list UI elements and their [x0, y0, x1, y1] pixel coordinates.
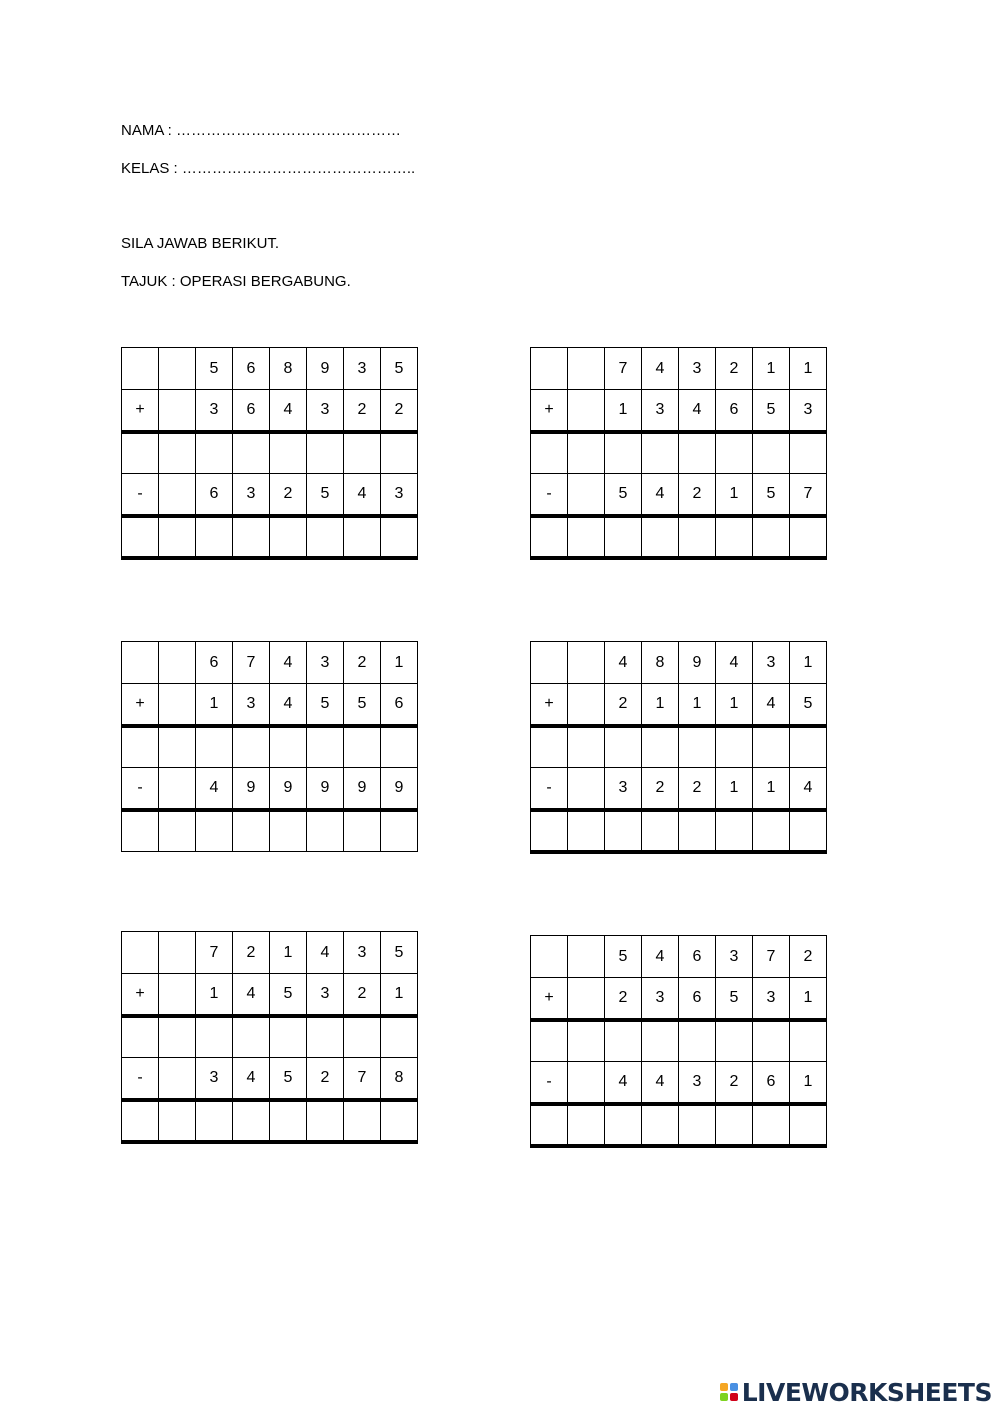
digit-cell: 4 [605, 1062, 642, 1104]
digit-cell: 2 [605, 684, 642, 726]
answer-cell[interactable] [679, 516, 716, 558]
blank-cell [568, 978, 605, 1020]
answer-cell[interactable] [233, 516, 270, 558]
answer-cell[interactable] [381, 1016, 418, 1058]
digit-cell: 1 [381, 642, 418, 684]
row-top-number [122, 348, 418, 390]
digit-cell: 1 [196, 974, 233, 1016]
answer-cell[interactable] [270, 1100, 307, 1142]
operator-cell: - [531, 1062, 568, 1104]
digit-cell: 2 [307, 1058, 344, 1100]
digit-cell: 6 [753, 1062, 790, 1104]
answer-cell[interactable] [159, 516, 196, 558]
answer-cell[interactable] [233, 726, 270, 768]
digit-cell: 6 [679, 978, 716, 1020]
row-top-number [531, 642, 827, 684]
answer-cell[interactable] [270, 810, 307, 852]
answer-cell[interactable] [159, 1100, 196, 1142]
answer-cell[interactable] [679, 1104, 716, 1146]
operator-cell [531, 936, 568, 978]
digit-cell: 8 [270, 348, 307, 390]
digit-cell: 5 [270, 974, 307, 1016]
digit-cell: 3 [716, 936, 753, 978]
answer-cell[interactable] [790, 1020, 827, 1062]
digit-cell: 2 [270, 474, 307, 516]
digit-cell: 6 [679, 936, 716, 978]
digit-cell: 3 [233, 474, 270, 516]
answer-cell[interactable] [270, 432, 307, 474]
digit-cell: 4 [642, 1062, 679, 1104]
digit-cell: 9 [307, 768, 344, 810]
answer-cell[interactable] [344, 432, 381, 474]
row-final-answer [531, 1104, 827, 1146]
digit-cell: 3 [753, 978, 790, 1020]
digit-cell: 5 [605, 474, 642, 516]
digit-cell: 4 [753, 684, 790, 726]
operator-cell [531, 348, 568, 390]
blank-cell [159, 768, 196, 810]
digit-cell: 5 [344, 684, 381, 726]
digit-cell: 6 [381, 684, 418, 726]
answer-cell[interactable] [568, 1104, 605, 1146]
operator-cell [531, 726, 568, 768]
row-final-answer [122, 810, 418, 852]
operator-cell [122, 932, 159, 974]
answer-cell[interactable] [307, 516, 344, 558]
answer-cell[interactable] [159, 810, 196, 852]
operator-cell: + [531, 390, 568, 432]
answer-cell[interactable] [159, 1016, 196, 1058]
digit-cell: 9 [307, 348, 344, 390]
operator-cell [122, 432, 159, 474]
answer-cell[interactable] [381, 810, 418, 852]
digit-cell: 5 [270, 1058, 307, 1100]
digit-cell: 4 [270, 642, 307, 684]
digit-cell: 4 [642, 474, 679, 516]
problem-grid-1 [121, 347, 418, 560]
row-subtrahend [531, 768, 827, 810]
answer-cell[interactable] [790, 810, 827, 852]
answer-cell[interactable] [716, 1104, 753, 1146]
digit-cell: 3 [196, 1058, 233, 1100]
answer-cell[interactable] [642, 516, 679, 558]
liveworksheets-mark-icon [720, 1383, 738, 1401]
operator-cell: - [122, 474, 159, 516]
operator-cell: + [122, 974, 159, 1016]
blank-cell [159, 974, 196, 1016]
row-addend [531, 978, 827, 1020]
answer-cell[interactable] [344, 516, 381, 558]
digit-cell: 8 [642, 642, 679, 684]
blank-cell [568, 1062, 605, 1104]
answer-cell[interactable] [642, 1104, 679, 1146]
digit-cell: 2 [790, 936, 827, 978]
answer-cell[interactable] [605, 726, 642, 768]
row-sum-answer [122, 726, 418, 768]
problem-grid-6 [530, 935, 827, 1148]
digit-cell: 4 [270, 684, 307, 726]
answer-cell[interactable] [753, 432, 790, 474]
answer-cell[interactable] [605, 516, 642, 558]
row-sum-answer [122, 1016, 418, 1058]
row-final-answer [531, 810, 827, 852]
operator-cell [122, 1100, 159, 1142]
answer-cell[interactable] [753, 726, 790, 768]
digit-cell: 4 [196, 768, 233, 810]
answer-cell[interactable] [233, 810, 270, 852]
digit-cell: 9 [381, 768, 418, 810]
digit-cell: 4 [233, 974, 270, 1016]
digit-cell: 3 [344, 932, 381, 974]
answer-cell[interactable] [790, 432, 827, 474]
blank-cell [568, 390, 605, 432]
digit-cell: 7 [233, 642, 270, 684]
answer-cell[interactable] [233, 432, 270, 474]
answer-cell[interactable] [196, 1100, 233, 1142]
row-sum-answer [531, 432, 827, 474]
digit-cell: 4 [679, 390, 716, 432]
digit-cell: 7 [196, 932, 233, 974]
topic-text: TAJUK : OPERASI BERGABUNG. [121, 273, 351, 290]
blank-cell [159, 1058, 196, 1100]
digit-cell: 9 [233, 768, 270, 810]
digit-cell: 6 [196, 474, 233, 516]
digit-cell: 3 [307, 974, 344, 1016]
digit-cell: 4 [307, 932, 344, 974]
digit-cell: 1 [605, 390, 642, 432]
operator-cell [122, 516, 159, 558]
digit-cell: 8 [381, 1058, 418, 1100]
digit-cell: 1 [753, 348, 790, 390]
digit-cell: 9 [344, 768, 381, 810]
digit-cell: 2 [679, 474, 716, 516]
answer-cell[interactable] [605, 432, 642, 474]
row-addend [122, 390, 418, 432]
answer-cell[interactable] [196, 810, 233, 852]
digit-cell: 7 [344, 1058, 381, 1100]
digit-cell: 4 [716, 642, 753, 684]
instruction-text: SILA JAWAB BERIKUT. [121, 235, 280, 252]
digit-cell: 6 [233, 348, 270, 390]
digit-cell: 4 [270, 390, 307, 432]
digit-cell: 6 [196, 642, 233, 684]
digit-cell: 3 [790, 390, 827, 432]
operator-cell [531, 516, 568, 558]
row-final-answer [122, 516, 418, 558]
operator-cell [531, 642, 568, 684]
answer-cell[interactable] [344, 1016, 381, 1058]
digit-cell: 1 [679, 684, 716, 726]
problem-grid-2 [530, 347, 827, 560]
digit-cell: 1 [790, 642, 827, 684]
blank-cell [159, 390, 196, 432]
row-subtrahend [122, 1058, 418, 1100]
operator-cell [531, 810, 568, 852]
operator-cell [122, 642, 159, 684]
answer-cell[interactable] [159, 726, 196, 768]
row-sum-answer [122, 432, 418, 474]
digit-cell: 2 [642, 768, 679, 810]
digit-cell: 3 [753, 642, 790, 684]
answer-cell[interactable] [605, 1020, 642, 1062]
answer-cell[interactable] [716, 810, 753, 852]
digit-cell: 6 [716, 390, 753, 432]
digit-cell: 5 [605, 936, 642, 978]
row-subtrahend [531, 474, 827, 516]
name-field-line: NAMA : ……………………………………… [121, 122, 402, 139]
operator-cell: + [531, 978, 568, 1020]
answer-cell[interactable] [307, 1016, 344, 1058]
operator-cell: - [122, 1058, 159, 1100]
row-subtrahend [531, 1062, 827, 1104]
operator-cell: + [122, 684, 159, 726]
digit-cell: 4 [642, 348, 679, 390]
logo-square-4 [730, 1393, 738, 1401]
digit-cell: 3 [196, 390, 233, 432]
digit-cell: 1 [196, 684, 233, 726]
answer-cell[interactable] [233, 1100, 270, 1142]
digit-cell: 3 [679, 1062, 716, 1104]
digit-cell: 3 [381, 474, 418, 516]
blank-cell [159, 684, 196, 726]
row-addend [531, 684, 827, 726]
row-addend [531, 390, 827, 432]
answer-cell[interactable] [679, 810, 716, 852]
answer-cell[interactable] [642, 1020, 679, 1062]
operator-cell: - [531, 474, 568, 516]
row-subtrahend [122, 768, 418, 810]
answer-cell[interactable] [159, 432, 196, 474]
digit-cell: 3 [642, 390, 679, 432]
answer-cell[interactable] [790, 1104, 827, 1146]
problem-grid-3 [121, 641, 418, 852]
operator-cell: - [122, 768, 159, 810]
digit-cell: 3 [344, 348, 381, 390]
digit-cell: 4 [642, 936, 679, 978]
answer-cell[interactable] [790, 726, 827, 768]
row-subtrahend [122, 474, 418, 516]
answer-cell[interactable] [568, 1020, 605, 1062]
digit-cell: 1 [753, 768, 790, 810]
answer-cell[interactable] [196, 516, 233, 558]
blank-cell [568, 684, 605, 726]
logo-square-2 [730, 1383, 738, 1391]
digit-cell: 2 [233, 932, 270, 974]
digit-cell: 2 [679, 768, 716, 810]
answer-cell[interactable] [381, 432, 418, 474]
operator-cell: + [531, 684, 568, 726]
digit-cell: 5 [196, 348, 233, 390]
answer-cell[interactable] [270, 516, 307, 558]
answer-cell[interactable] [381, 726, 418, 768]
logo-square-3 [720, 1393, 728, 1401]
blank-cell [568, 768, 605, 810]
answer-cell[interactable] [307, 432, 344, 474]
answer-cell[interactable] [605, 810, 642, 852]
digit-cell: 5 [753, 390, 790, 432]
digit-cell: 1 [790, 978, 827, 1020]
digit-cell: 1 [716, 768, 753, 810]
digit-cell: 7 [605, 348, 642, 390]
answer-cell[interactable] [196, 726, 233, 768]
blank-cell [159, 348, 196, 390]
digit-cell: 7 [753, 936, 790, 978]
blank-cell [159, 932, 196, 974]
digit-cell: 7 [790, 474, 827, 516]
row-addend [122, 974, 418, 1016]
problem-grid-5 [121, 931, 418, 1144]
digit-cell: 5 [381, 348, 418, 390]
digit-cell: 5 [790, 684, 827, 726]
digit-cell: 5 [381, 932, 418, 974]
blank-cell [568, 474, 605, 516]
digit-cell: 2 [716, 1062, 753, 1104]
digit-cell: 9 [270, 768, 307, 810]
digit-cell: 2 [344, 390, 381, 432]
digit-cell: 1 [270, 932, 307, 974]
digit-cell: 2 [344, 642, 381, 684]
answer-cell[interactable] [233, 1016, 270, 1058]
answer-cell[interactable] [753, 1020, 790, 1062]
operator-cell [531, 1020, 568, 1062]
answer-cell[interactable] [679, 1020, 716, 1062]
answer-cell[interactable] [605, 1104, 642, 1146]
digit-cell: 2 [344, 974, 381, 1016]
answer-cell[interactable] [307, 1100, 344, 1142]
answer-cell[interactable] [568, 516, 605, 558]
answer-cell[interactable] [679, 726, 716, 768]
digit-cell: 2 [381, 390, 418, 432]
answer-cell[interactable] [790, 516, 827, 558]
row-top-number [531, 936, 827, 978]
blank-cell [568, 642, 605, 684]
liveworksheets-wordmark: LIVEWORKSHEETS [741, 1377, 992, 1407]
digit-cell: 1 [642, 684, 679, 726]
digit-cell: 1 [790, 1062, 827, 1104]
digit-cell: 3 [307, 390, 344, 432]
answer-cell[interactable] [381, 1100, 418, 1142]
row-top-number [122, 932, 418, 974]
digit-cell: 1 [381, 974, 418, 1016]
digit-cell: 3 [605, 768, 642, 810]
operator-cell [122, 726, 159, 768]
blank-cell [159, 642, 196, 684]
answer-cell[interactable] [716, 1020, 753, 1062]
operator-cell [531, 432, 568, 474]
digit-cell: 5 [307, 474, 344, 516]
blank-cell [568, 936, 605, 978]
answer-cell[interactable] [716, 516, 753, 558]
row-final-answer [531, 516, 827, 558]
operator-cell [531, 1104, 568, 1146]
digit-cell: 2 [605, 978, 642, 1020]
digit-cell: 4 [233, 1058, 270, 1100]
digit-cell: 3 [307, 642, 344, 684]
answer-cell[interactable] [196, 432, 233, 474]
digit-cell: 5 [307, 684, 344, 726]
digit-cell: 2 [716, 348, 753, 390]
operator-cell: - [531, 768, 568, 810]
answer-cell[interactable] [270, 726, 307, 768]
answer-cell[interactable] [381, 516, 418, 558]
digit-cell: 1 [716, 474, 753, 516]
answer-cell[interactable] [344, 726, 381, 768]
row-addend [122, 684, 418, 726]
logo-square-1 [720, 1383, 728, 1391]
answer-cell[interactable] [642, 432, 679, 474]
digit-cell: 3 [679, 348, 716, 390]
answer-cell[interactable] [344, 1100, 381, 1142]
digit-cell: 4 [790, 768, 827, 810]
digit-cell: 4 [344, 474, 381, 516]
answer-cell[interactable] [642, 810, 679, 852]
answer-cell[interactable] [270, 1016, 307, 1058]
answer-cell[interactable] [568, 810, 605, 852]
digit-cell: 3 [233, 684, 270, 726]
digit-cell: 9 [679, 642, 716, 684]
answer-cell[interactable] [307, 726, 344, 768]
blank-cell [568, 348, 605, 390]
row-final-answer [122, 1100, 418, 1142]
answer-cell[interactable] [344, 810, 381, 852]
operator-cell [122, 810, 159, 852]
operator-cell [122, 1016, 159, 1058]
answer-cell[interactable] [753, 516, 790, 558]
row-sum-answer [531, 726, 827, 768]
digit-cell: 5 [753, 474, 790, 516]
row-sum-answer [531, 1020, 827, 1062]
liveworksheets-logo [720, 1379, 992, 1405]
digit-cell: 6 [233, 390, 270, 432]
answer-cell[interactable] [679, 432, 716, 474]
digit-cell: 3 [642, 978, 679, 1020]
digit-cell: 1 [716, 684, 753, 726]
answer-cell[interactable] [753, 810, 790, 852]
answer-cell[interactable] [716, 726, 753, 768]
operator-cell [122, 348, 159, 390]
answer-cell[interactable] [568, 432, 605, 474]
answer-cell[interactable] [716, 432, 753, 474]
blank-cell [159, 474, 196, 516]
answer-cell[interactable] [568, 726, 605, 768]
digit-cell: 5 [716, 978, 753, 1020]
problem-grid-4 [530, 641, 827, 854]
digit-cell: 4 [605, 642, 642, 684]
operator-cell: + [122, 390, 159, 432]
row-top-number [122, 642, 418, 684]
digit-cell: 1 [790, 348, 827, 390]
answer-cell[interactable] [642, 726, 679, 768]
row-top-number [531, 348, 827, 390]
answer-cell[interactable] [307, 810, 344, 852]
answer-cell[interactable] [753, 1104, 790, 1146]
class-field-line: KELAS : ……………………………………….. [121, 160, 416, 177]
answer-cell[interactable] [196, 1016, 233, 1058]
